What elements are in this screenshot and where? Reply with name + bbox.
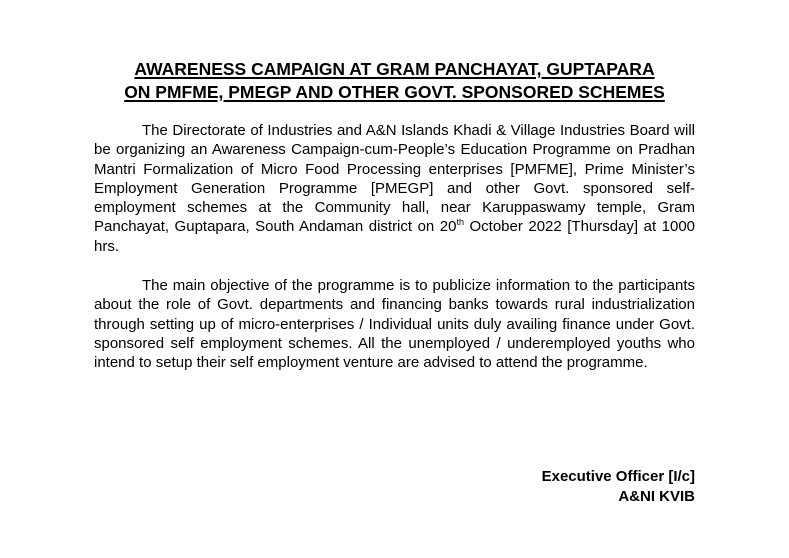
paragraph-1-text-end: October 2022 [Thursday] at 1000 hrs. [94, 218, 696, 255]
event-date-suffix: th [456, 217, 464, 228]
paragraph-announcement [94, 121, 695, 256]
paragraph-objective: The main objective of the programme is to publicize information to the participants about the role of Govt. departments and financing banks towards rural industrialization through setting up of micro-enterprises / Individual units duly availing finance under Govt. sponsored self employment schemes. All the unemployed / underemployed youths who intend to setup their self employment venture are advised to attend the programme. [94, 277, 695, 372]
signatory-organization: A&NI KVIB [618, 488, 695, 505]
page-title [90, 58, 699, 103]
signatory-designation: Executive Officer [I/c] [541, 468, 695, 485]
title-line-2: ON PMFME, PMEGP AND OTHER GOVT. SPONSORED SCHEMES [124, 81, 665, 102]
paragraph-1-text: The Directorate of Industries and A&N Islands Khadi & Village Industries Board will be organizing an Awareness Campaign-cum-People’s Education Programme on Pradhan Mantri Formalization of Micro Food Processing enterprises [PMFME], Prime Minister’s Employment Generation Programme [PMEGP] and other Govt. sponsored self-employment schemes at the Community hall, near Karuppaswamy temple, Gram Panchayat, Guptapara, South Andaman district on [94, 122, 695, 236]
signature-block [542, 467, 695, 507]
event-date-day: 20 [439, 218, 457, 236]
title-line-1: AWARENESS CAMPAIGN AT GRAM PANCHAYAT, GUPTAPARA [134, 59, 655, 79]
